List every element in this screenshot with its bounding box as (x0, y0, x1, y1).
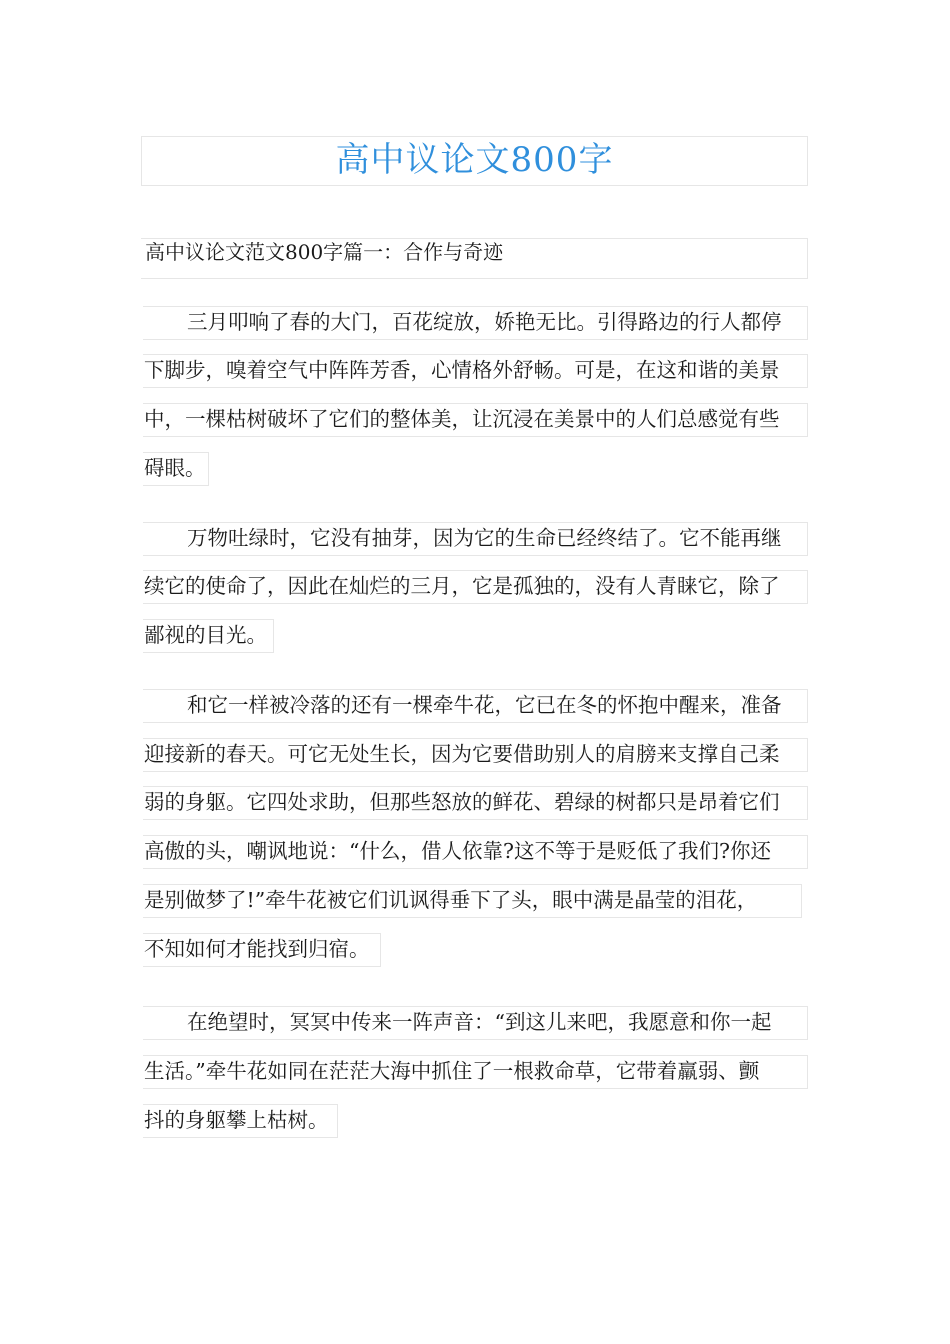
paragraph-1-line-1: 三月叩响了春的大门，百花绽放，娇艳无比。引得路边的行人都停 (143, 306, 808, 340)
paragraph-2-line-3: 鄙视的目光。 (143, 619, 274, 653)
paragraph-3-line-1: 和它一样被冷落的还有一棵牵牛花，它已在冬的怀抱中醒来，准备 (143, 689, 808, 723)
paragraph-1-line-3: 中，一棵枯树破坏了它们的整体美，让沉浸在美景中的人们总感觉有些 (143, 403, 808, 437)
paragraph-2-line-2: 续它的使命了，因此在灿烂的三月，它是孤独的，没有人青睐它，除了 (143, 570, 808, 604)
title-box (141, 136, 808, 186)
paragraph-3-line-2: 迎接新的春天。可它无处生长，因为它要借助别人的肩膀来支撑自己柔 (143, 738, 808, 772)
paragraph-1-line-4: 碍眼。 (143, 452, 209, 486)
paragraph-4-line-2: 生活。”牵牛花如同在茫茫大海中抓住了一根救命草，它带着羸弱、颤 (143, 1055, 808, 1089)
subtitle-box (141, 238, 808, 279)
paragraph-3-line-6: 不知如何才能找到归宿。 (143, 933, 381, 967)
paragraph-1-line-2: 下脚步，嗅着空气中阵阵芳香，心情格外舒畅。可是，在这和谐的美景 (143, 354, 808, 388)
paragraph-2-line-1: 万物吐绿时，它没有抽芽，因为它的生命已经终结了。它不能再继 (143, 522, 808, 556)
paragraph-3-line-5: 是别做梦了!”牵牛花被它们讥讽得垂下了头，眼中满是晶莹的泪花， (143, 884, 802, 918)
paragraph-4-line-3: 抖的身躯攀上枯树。 (143, 1104, 338, 1138)
page-title: 高中议论文800字 (335, 140, 614, 180)
paragraph-3-line-4: 高傲的头，嘲讽地说：“什么，借人依靠?这不等于是贬低了我们?你还 (143, 835, 808, 869)
section-heading: 高中议论文范文800字篇一：合作与奇迹 (145, 240, 504, 264)
paragraph-3-line-3: 弱的身躯。它四处求助，但那些怒放的鲜花、碧绿的树都只是昂着它们 (143, 786, 808, 820)
paragraph-4-line-1: 在绝望时，冥冥中传来一阵声音：“到这儿来吧，我愿意和你一起 (143, 1006, 808, 1040)
